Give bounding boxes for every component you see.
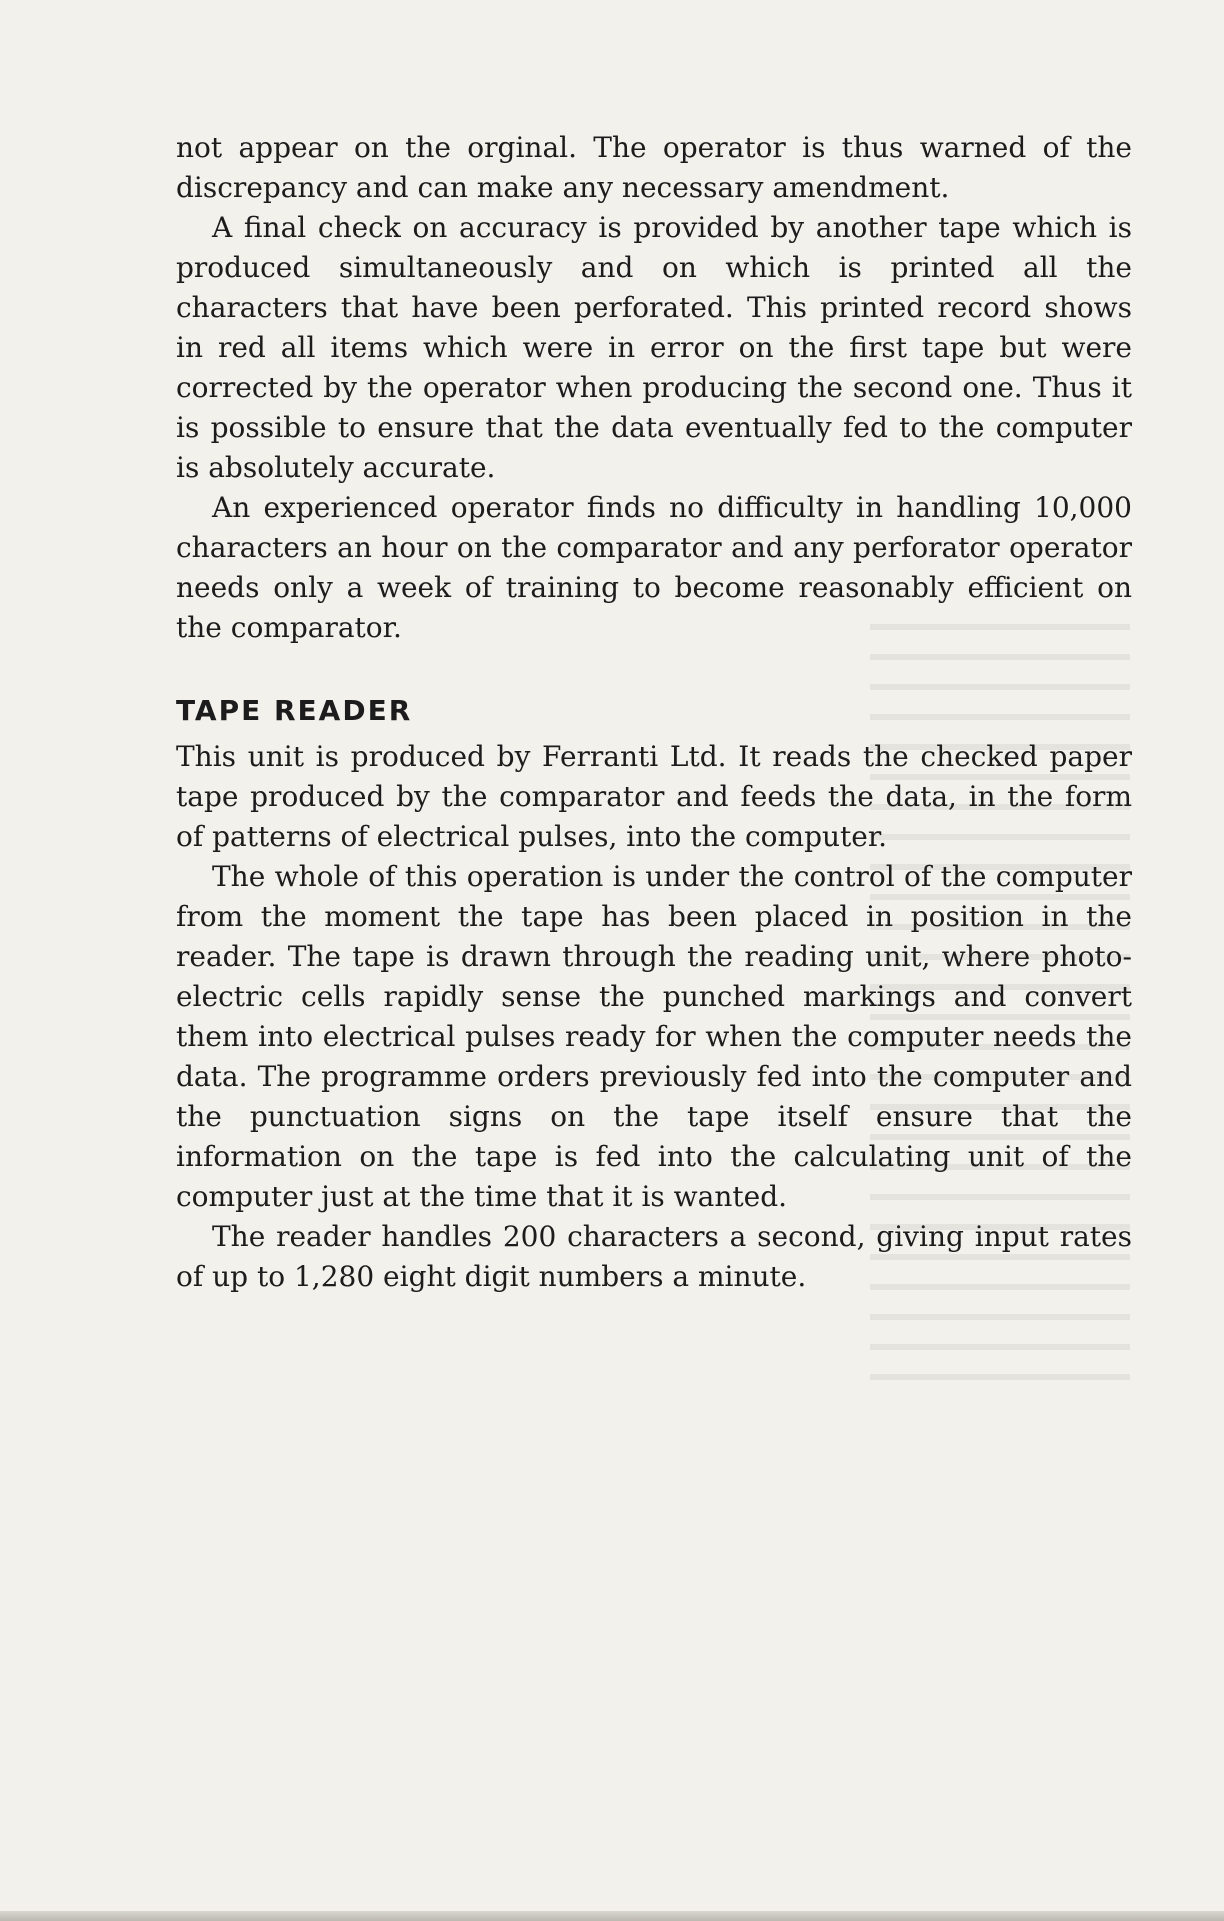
paragraph-accuracy-check: A final check on accuracy is provided by another tape which is produced simultaneously and on which is printed all the characters that have been perforated. This printed record shows in red all items which were in error on the first tape but were corrected by the operator when producing the second one. Thus it is possible to ensure that the data eventually fed to the computer is absolutely accurate. — [176, 211, 1132, 484]
section-heading-tape-reader: TAPE READER — [176, 694, 413, 727]
paragraph-tape-reader-operation: The whole of this operation is under the control of the computer from the moment the tape has been placed in position in the reader. The tape is drawn through the reading unit, where photo-electric cells rapidly sense the punched markings and convert them into electrical pulses ready for when the computer needs the data. The programme orders previously fed into the computer and the punctuation signs on the tape itself ensure that the information on the tape is fed into the calculating unit of the computer just at the time that it is wanted. — [176, 860, 1132, 1213]
paragraph-operator-training: An experienced operator finds no difficulty in handling 10,000 characters an hour on the comparator and any perforator operator needs only a week of training to become reasonably efficient on the comparator. — [176, 491, 1132, 644]
page-text — [176, 128, 1132, 1297]
paragraph-tape-reader-speed: The reader handles 200 characters a second, giving input rates of up to 1,280 eight digit numbers a minute. — [176, 1220, 1132, 1293]
paragraph-tape-reader-intro: This unit is produced by Ferranti Ltd. It reads the checked paper tape produced by the comparator and feeds the data, in the form of patterns of electrical pulses, into the computer. — [176, 740, 1132, 853]
paragraph-continuation: not appear on the orginal. The operator is thus warned of the discrepancy and can make any necessary amendment. — [176, 131, 1132, 204]
